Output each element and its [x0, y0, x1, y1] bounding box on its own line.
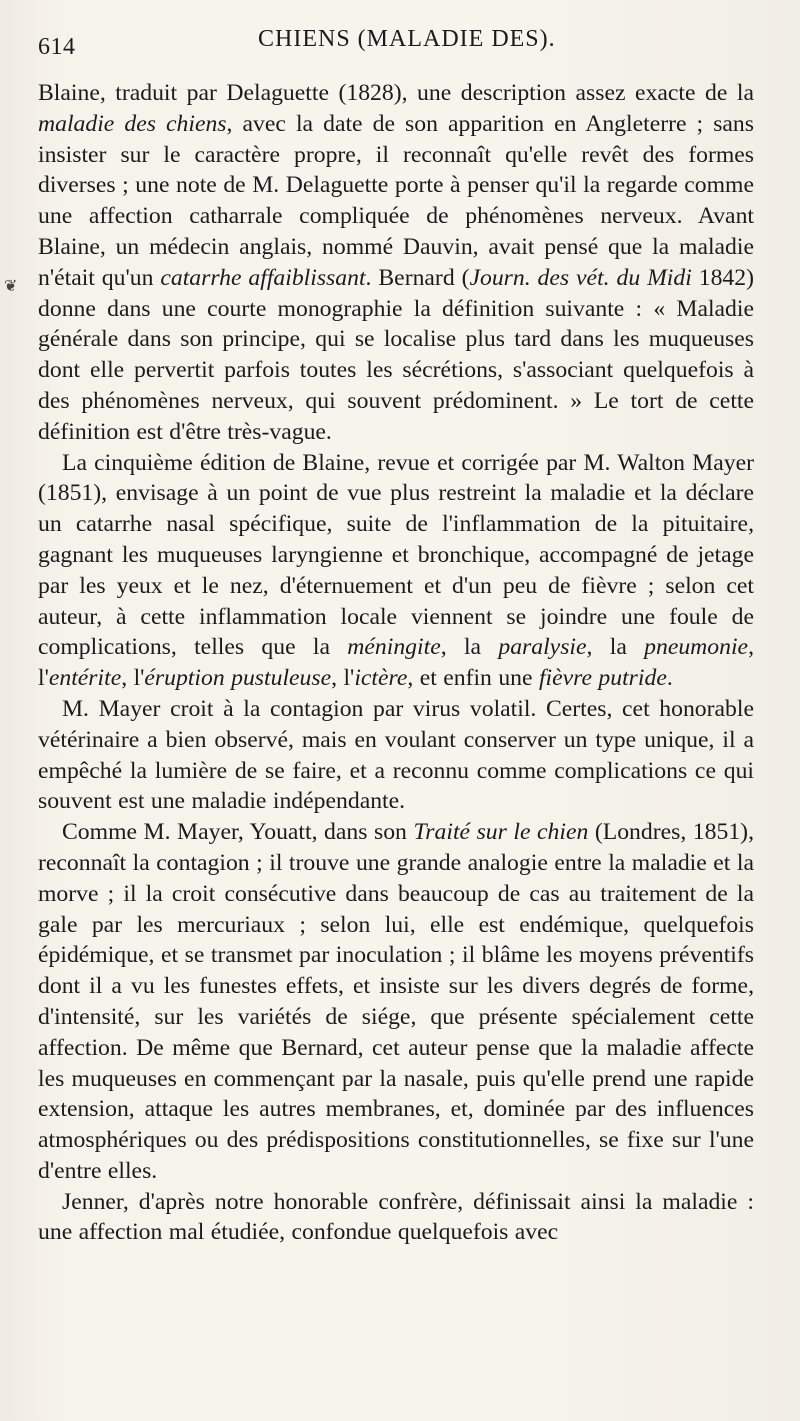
italic-text: paralysie	[498, 634, 587, 661]
text-run: Blaine, traduit par Delaguette (1828), une description assez exacte de la	[38, 80, 754, 106]
page-number: 614	[38, 34, 76, 60]
italic-text: catarrhe affaiblissant	[160, 264, 366, 291]
paragraph	[38, 817, 754, 1187]
text-run: , la	[440, 634, 499, 661]
italic-text: fièvre putride	[538, 665, 667, 692]
italic-text: pneumonie	[644, 634, 749, 661]
paragraph	[38, 78, 754, 448]
body-text	[38, 78, 754, 1248]
italic-text: méningite	[347, 634, 441, 661]
text-run: Comme M. Mayer, Youatt, dans son	[62, 819, 414, 846]
paragraph	[38, 1187, 754, 1249]
text-run: . Bernard (	[365, 264, 470, 291]
text-run: .	[666, 665, 673, 692]
text-run: , et enfin une	[407, 665, 539, 692]
text-run: La cinquième édition de Blaine, revue et corrigée par M. Walton Mayer (1851), envisage à un point de vue plus restreint la maladie et la déclare un catarrhe nasal spécifique, suite de l'inflammation de la pituitaire, gagnant les muqueuses laryngienne et bronchique, accompagné de jetage par les yeux et le nez, d'éternuement et d'un peu de fièvre ; selon cet auteur, à cette inflammation locale viennent se joindre une foule de complications, telles que la	[38, 449, 754, 661]
italic-text: éruption pustuleuse	[144, 665, 332, 692]
text-run: Jenner, d'après notre honorable confrère, définissait ainsi la maladie : une affection mal étudiée, confondue quelquefois avec	[38, 1188, 754, 1246]
italic-text: entérite	[48, 665, 122, 692]
margin-mark: ❦	[4, 276, 18, 295]
text-run: , l'	[331, 665, 355, 692]
page-header	[38, 26, 760, 62]
italic-text: Journ. des vét. du Midi	[469, 264, 692, 291]
text-run: (Londres, 1851), reconnaît la contagion ; il trouve une grande analogie entre la maladie et la morve ; il la croit consécutive dans beaucoup de cas au traitement de la gale par les mercuriaux ; selon lui, elle est endémique, quelquefois épidémique, et se transmet par inoculation ; il blâme les moyens préventifs dont il a vu les funestes effets, et insiste sur les divers degrés de forme, d'intensité, sur les variétés de siége, que présente spécialement cette affection. De même que Bernard, cet auteur pense que la maladie affecte les muqueuses en commençant par la nasale, puis qu'elle prend une rapide extension, attaque les autres membranes, et, dominée par des influences atmosphériques ou des prédispositions constitutionnelles, se fixe sur l'une d'entre elles.	[38, 819, 754, 1184]
text-run: 1842) donne dans une courte monographie la définition suivante : « Maladie générale dans son principe, qui se localise plus tard dans les muqueuses dont elle pervertit parfois toutes les sécrétions, s'associant quelquefois à des phénomènes nerveux, qui souvent prédominent. » Le tort de cette définition est d'être très-vague.	[38, 264, 754, 445]
text-run: , avec la date de son apparition en Angleterre ; sans insister sur le caractère propre, il reconnaît qu'elle revêt des formes diverses ; une note de M. Delaguette porte à penser qu'il la regarde comme une affection catharrale compliquée de phénomènes nerveux. Avant Blaine, un médecin anglais, nommé Dauvin, avait pensé que la maladie n'était qu'un	[38, 110, 754, 291]
italic-text: Traité sur le chien	[413, 819, 589, 846]
paragraph	[38, 448, 754, 694]
paragraph	[38, 694, 754, 817]
italic-text: ictère	[354, 665, 408, 692]
text-run: , l'	[121, 665, 145, 692]
text-run: , l'	[38, 634, 754, 692]
text-run: M. Mayer croit à la contagion par virus volatil. Certes, cet honorable vétérinaire a bien observé, mais en voulant conserver un type unique, il a empêché la lumière de se faire, et a reconnu comme complications ce qui souvent est une maladie indépendante.	[38, 695, 754, 815]
text-run: , la	[586, 634, 645, 661]
running-head: CHIENS (MALADIE DES).	[258, 26, 556, 52]
italic-text: maladie des chiens	[38, 110, 227, 137]
